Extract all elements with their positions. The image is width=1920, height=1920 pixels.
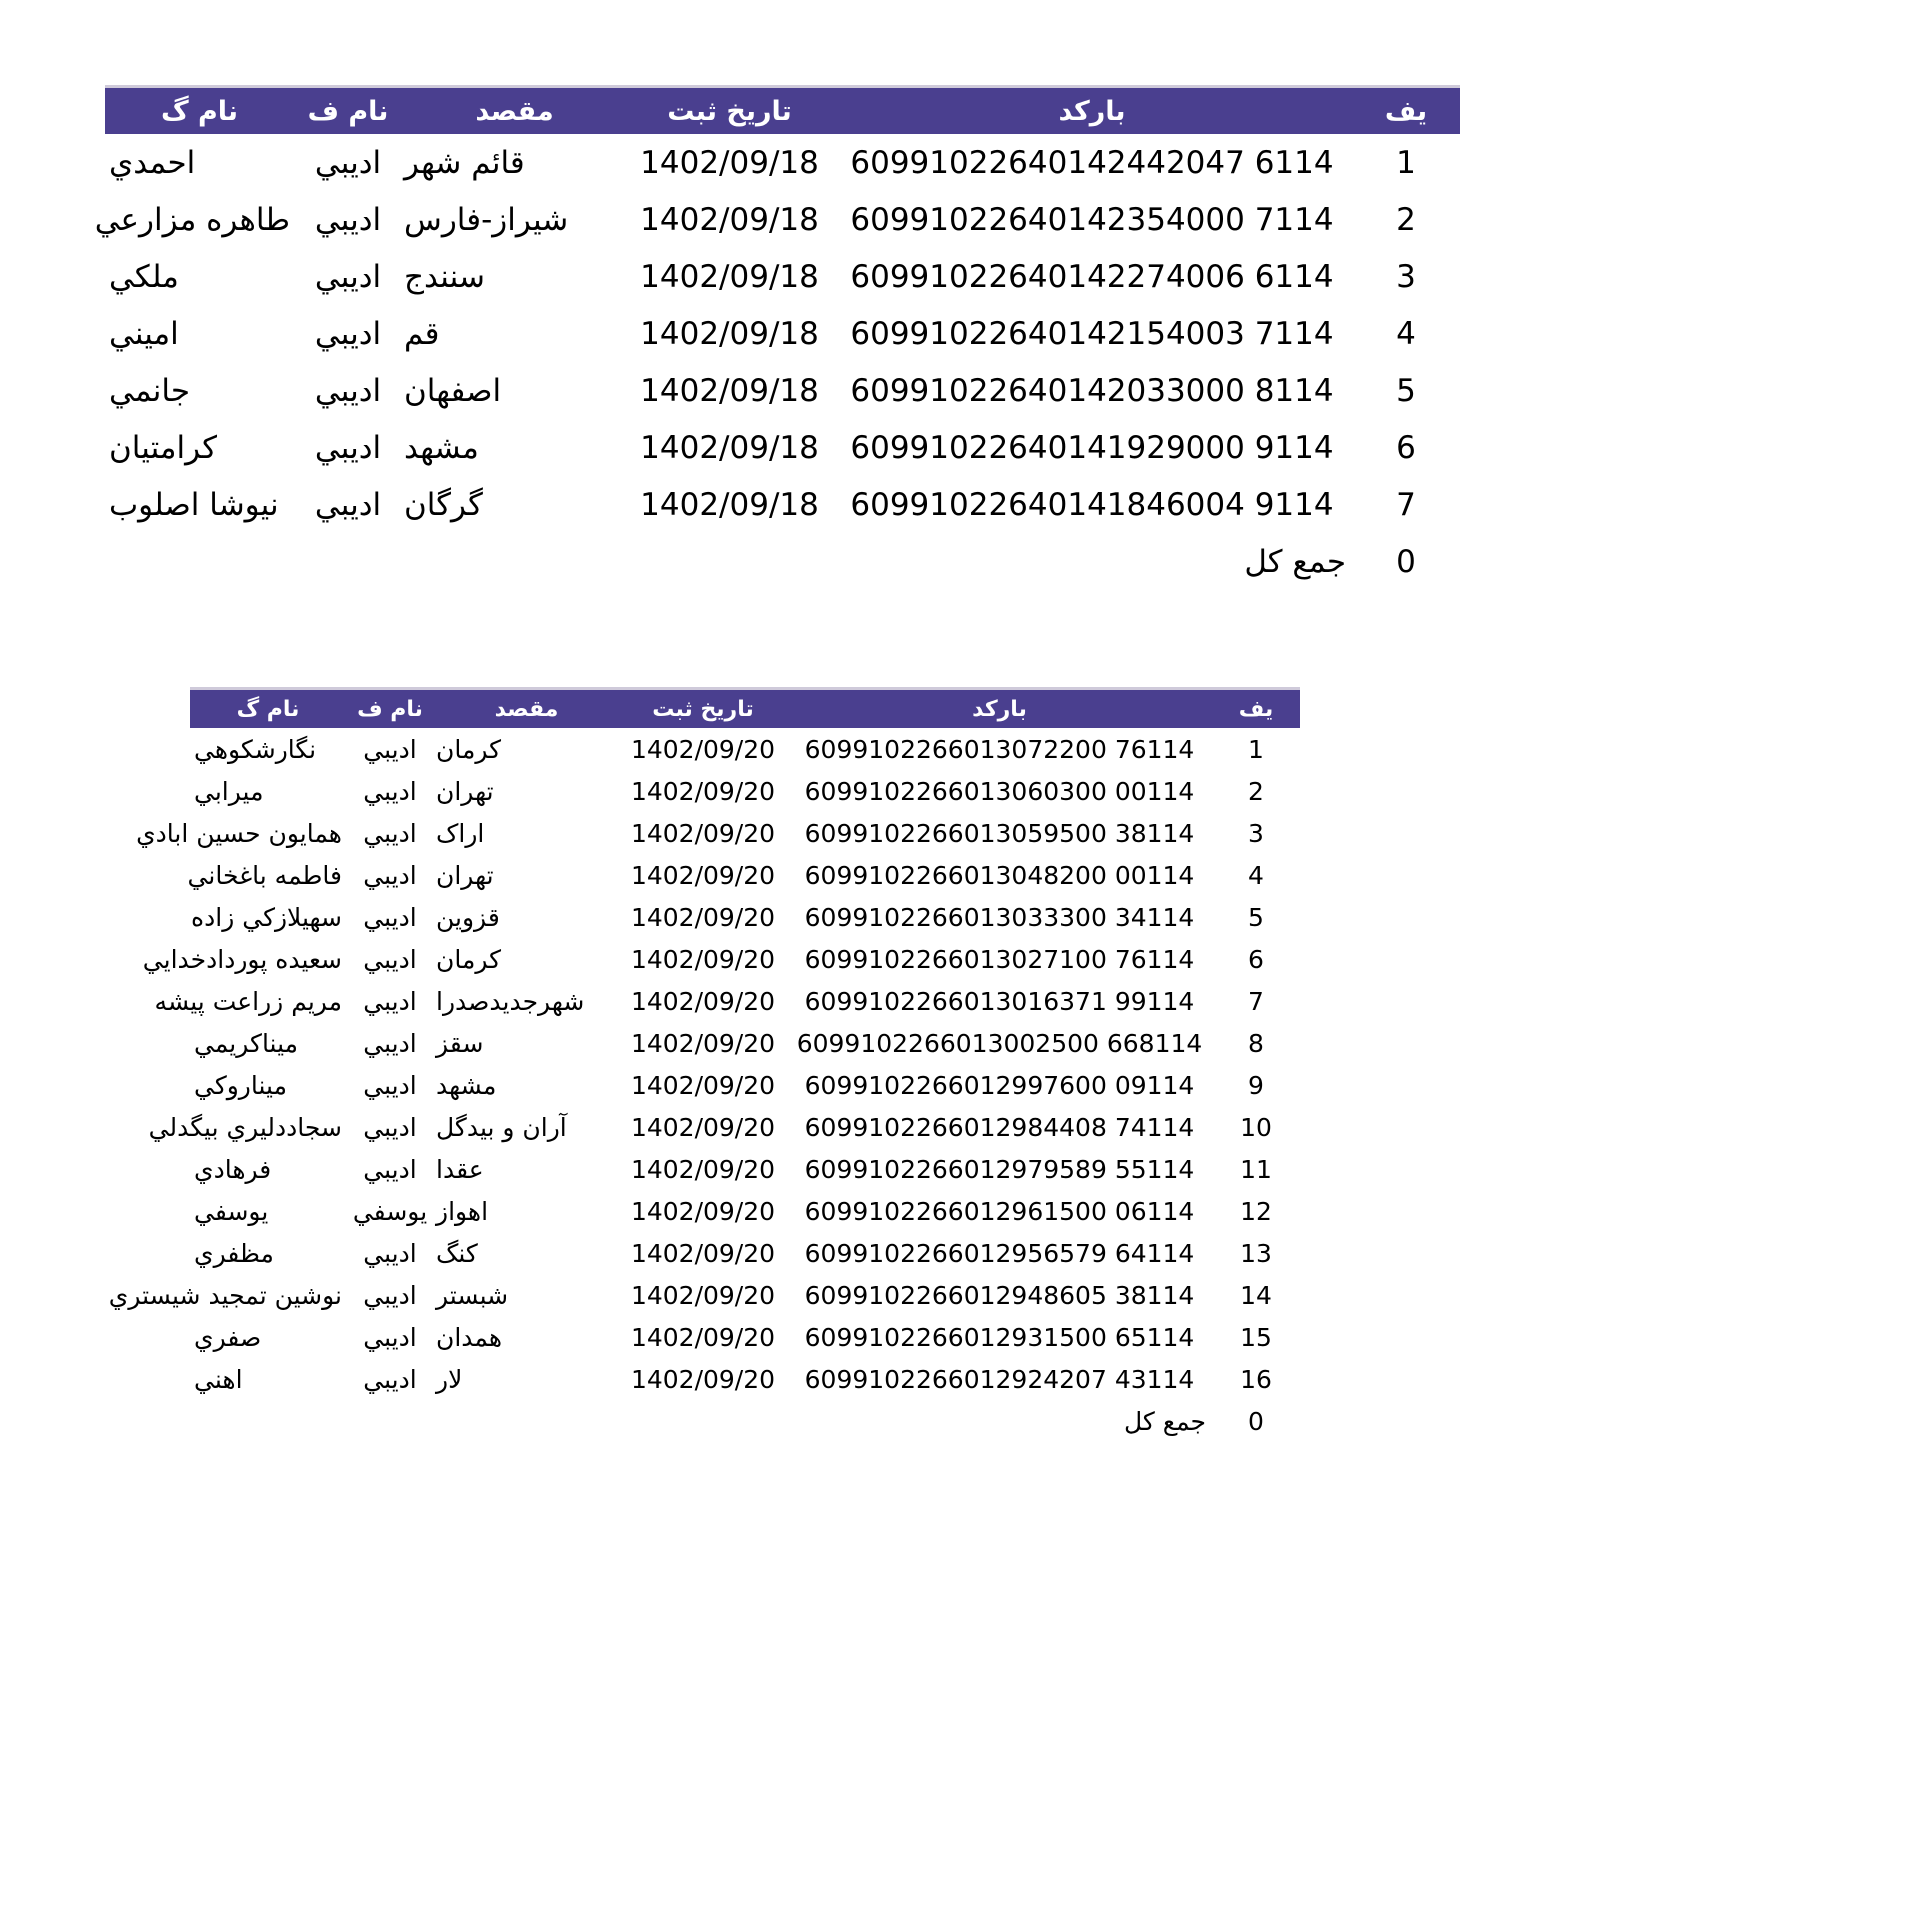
- cell-row-number: 2: [1352, 191, 1460, 248]
- cell-last-name: مریم زراعت پیشه: [190, 980, 346, 1022]
- total-empty-cell: [619, 1400, 787, 1442]
- cell-barcode: 60991022640141929000 9114: [832, 419, 1352, 476]
- cell-date: 1402/09/20: [619, 854, 787, 896]
- cell-row-number: 15: [1212, 1316, 1300, 1358]
- cell-first-name: ادیبي: [346, 1064, 434, 1106]
- cell-row-number: 3: [1352, 248, 1460, 305]
- total-label: جمع کل: [787, 1400, 1212, 1442]
- table-row: [105, 191, 1460, 248]
- cell-barcode: 6099102266012956579 64114: [787, 1232, 1212, 1274]
- cell-barcode: 6099102266013002500 668114: [787, 1022, 1212, 1064]
- table-1-th-lname: نام گ: [160, 95, 239, 127]
- cell-last-name: همایون حسین ابادي: [190, 812, 346, 854]
- cell-barcode: 6099102266013027100 76114: [787, 938, 1212, 980]
- total-empty-cell: [434, 1400, 619, 1442]
- table-row: [105, 476, 1460, 533]
- cell-date: 1402/09/20: [619, 770, 787, 812]
- table-2-th-fname: نام ف: [357, 696, 423, 722]
- cell-row-number: 2: [1212, 770, 1300, 812]
- cell-destination: اصفهان: [402, 362, 627, 419]
- table-row: [190, 938, 1300, 980]
- cell-last-name: ملکي: [105, 248, 294, 305]
- cell-row-number: 1: [1212, 728, 1300, 770]
- table-row: [190, 1358, 1300, 1400]
- cell-destination: شبستر: [434, 1274, 619, 1316]
- cell-first-name: ادیبي: [346, 896, 434, 938]
- cell-last-name: مظفري: [190, 1232, 346, 1274]
- cell-row-number: 4: [1352, 305, 1460, 362]
- cell-row-number: 16: [1212, 1358, 1300, 1400]
- cell-first-name: ادیبي: [346, 938, 434, 980]
- table-2-body: [108, 728, 1300, 1442]
- cell-last-name: فاطمه باغخاني: [190, 854, 346, 896]
- table-row: [105, 362, 1460, 419]
- cell-date: 1402/09/20: [619, 1190, 787, 1232]
- cell-destination: کرمان: [434, 938, 619, 980]
- total-empty-cell: [346, 1400, 434, 1442]
- cell-destination: قائم شهر: [402, 134, 627, 191]
- total-value: 0: [1212, 1400, 1300, 1442]
- cell-barcode: 6099102266013016371 99114: [787, 980, 1212, 1022]
- cell-date: 1402/09/18: [627, 476, 832, 533]
- cell-destination: لار: [434, 1358, 619, 1400]
- cell-date: 1402/09/18: [627, 134, 832, 191]
- table-2-header: [190, 690, 1300, 728]
- table-row: [105, 134, 1460, 191]
- cell-destination: قم: [402, 305, 627, 362]
- cell-destination: گرگان: [402, 476, 627, 533]
- cell-barcode: 6099102266013048200 00114: [787, 854, 1212, 896]
- table-1-header: [105, 88, 1460, 134]
- table-row: [105, 419, 1460, 476]
- cell-barcode: 6099102266013060300 00114: [787, 770, 1212, 812]
- cell-row-number: 7: [1212, 980, 1300, 1022]
- cell-row-number: 8: [1212, 1022, 1300, 1064]
- cell-date: 1402/09/20: [619, 812, 787, 854]
- cell-row-number: 4: [1212, 854, 1300, 896]
- table-1-th-date: تاریخ ثبت: [667, 95, 792, 127]
- total-empty-cell: [294, 533, 402, 590]
- cell-destination: اهواز: [434, 1190, 619, 1232]
- cell-destination: شیراز-فارس: [402, 191, 627, 248]
- cell-barcode: 60991022640142033000 8114: [832, 362, 1352, 419]
- cell-row-number: 11: [1212, 1148, 1300, 1190]
- shipment-table-1: [94, 88, 1460, 590]
- total-empty-cell: [105, 533, 294, 590]
- cell-barcode: 6099102266013059500 38114: [787, 812, 1212, 854]
- shipment-table-2: [108, 690, 1300, 1442]
- cell-date: 1402/09/20: [619, 728, 787, 770]
- cell-date: 1402/09/18: [627, 419, 832, 476]
- cell-first-name: ادیبي: [346, 1232, 434, 1274]
- table-row: [190, 1274, 1300, 1316]
- cell-first-name: ادیبي: [346, 770, 434, 812]
- cell-last-name: فرهادي: [190, 1148, 346, 1190]
- cell-row-number: 6: [1212, 938, 1300, 980]
- cell-row-number: 10: [1212, 1106, 1300, 1148]
- table-row: [190, 1106, 1300, 1148]
- table-2-th-barcode: بارکد: [972, 696, 1027, 722]
- cell-first-name: ادیبي: [346, 1358, 434, 1400]
- cell-destination: عقدا: [434, 1148, 619, 1190]
- cell-destination: شهرجدیدصدرا: [434, 980, 619, 1022]
- cell-barcode: 60991022640142274006 6114: [832, 248, 1352, 305]
- total-value: 0: [1352, 533, 1460, 590]
- cell-first-name: ادیبي: [294, 476, 402, 533]
- cell-date: 1402/09/20: [619, 1064, 787, 1106]
- table-row: [190, 1064, 1300, 1106]
- header-shadow-line: [105, 85, 1460, 88]
- cell-destination: کرمان: [434, 728, 619, 770]
- table-2-th-date: تاریخ ثبت: [652, 696, 754, 722]
- table-row: [190, 896, 1300, 938]
- cell-barcode: 60991022640141846004 9114: [832, 476, 1352, 533]
- cell-date: 1402/09/18: [627, 248, 832, 305]
- cell-first-name: ادیبي: [346, 1022, 434, 1064]
- table-row: [190, 1232, 1300, 1274]
- cell-destination: تهران: [434, 770, 619, 812]
- cell-destination: تهران: [434, 854, 619, 896]
- cell-last-name: یوسفي: [190, 1190, 346, 1232]
- cell-row-number: 1: [1352, 134, 1460, 191]
- cell-last-name: میرابي: [190, 770, 346, 812]
- cell-barcode: 6099102266012997600 09114: [787, 1064, 1212, 1106]
- cell-date: 1402/09/20: [619, 1274, 787, 1316]
- cell-date: 1402/09/20: [619, 896, 787, 938]
- cell-date: 1402/09/18: [627, 362, 832, 419]
- table-row: [105, 248, 1460, 305]
- cell-destination: مشهد: [402, 419, 627, 476]
- cell-last-name: نیوشا اصلوب: [105, 476, 294, 533]
- cell-destination: مشهد: [434, 1064, 619, 1106]
- cell-destination: اراک: [434, 812, 619, 854]
- cell-last-name: کرامتیان: [105, 419, 294, 476]
- cell-last-name: سهیلازکي زاده: [190, 896, 346, 938]
- cell-barcode: 6099102266012961500 06114: [787, 1190, 1212, 1232]
- cell-first-name: ادیبي: [346, 1316, 434, 1358]
- table-row: [190, 812, 1300, 854]
- cell-barcode: 60991022640142442047 6114: [832, 134, 1352, 191]
- cell-row-number: 14: [1212, 1274, 1300, 1316]
- cell-row-number: 9: [1212, 1064, 1300, 1106]
- cell-barcode: 6099102266013033300 34114: [787, 896, 1212, 938]
- total-empty-cell: [190, 1400, 346, 1442]
- table-1-header-row: [105, 88, 1460, 134]
- cell-first-name: ادیبي: [294, 248, 402, 305]
- cell-last-name: نوشین تمجید شیستري: [190, 1274, 346, 1316]
- cell-date: 1402/09/20: [619, 1358, 787, 1400]
- cell-date: 1402/09/20: [619, 1316, 787, 1358]
- cell-first-name: ادیبي: [346, 980, 434, 1022]
- cell-destination: کنگ: [434, 1232, 619, 1274]
- table-total-row: [190, 1400, 1300, 1442]
- table-row: [190, 1316, 1300, 1358]
- cell-destination: قزوین: [434, 896, 619, 938]
- cell-first-name: ادیبي: [294, 305, 402, 362]
- cell-first-name: ادیبي: [294, 134, 402, 191]
- table-1-body: [94, 134, 1460, 590]
- cell-row-number: 5: [1212, 896, 1300, 938]
- cell-row-number: 13: [1212, 1232, 1300, 1274]
- cell-row-number: 7: [1352, 476, 1460, 533]
- table-row: [190, 980, 1300, 1022]
- cell-last-name: میناروکي: [190, 1064, 346, 1106]
- cell-barcode: 6099102266012924207 43114: [787, 1358, 1212, 1400]
- cell-first-name: ادیبي: [294, 419, 402, 476]
- total-empty-cell: [627, 533, 832, 590]
- cell-last-name: سعیده پوردادخدایي: [190, 938, 346, 980]
- cell-last-name: میناکریمي: [190, 1022, 346, 1064]
- total-label: جمع کل: [832, 533, 1352, 590]
- table-total-row: [105, 533, 1460, 590]
- cell-barcode: 6099102266012979589 55114: [787, 1148, 1212, 1190]
- cell-last-name: امیني: [105, 305, 294, 362]
- total-empty-cell: [402, 533, 627, 590]
- cell-first-name: یوسفي: [346, 1190, 434, 1232]
- cell-last-name: صفري: [190, 1316, 346, 1358]
- table-2-th-dest: مقصد: [494, 696, 559, 722]
- table-2-th-row: یف: [1238, 696, 1274, 722]
- cell-row-number: 12: [1212, 1190, 1300, 1232]
- cell-destination: آران و بیدگل: [434, 1106, 619, 1148]
- cell-destination: سنندج: [402, 248, 627, 305]
- table-row: [190, 1022, 1300, 1064]
- cell-date: 1402/09/20: [619, 1232, 787, 1274]
- cell-date: 1402/09/20: [619, 980, 787, 1022]
- cell-destination: همدان: [434, 1316, 619, 1358]
- table-row: [190, 728, 1300, 770]
- cell-last-name: سجاددلیري بیگدلي: [190, 1106, 346, 1148]
- cell-first-name: ادیبي: [346, 1274, 434, 1316]
- table-1-th-fname: نام ف: [307, 95, 389, 127]
- table-1: [94, 88, 1460, 590]
- cell-date: 1402/09/20: [619, 1022, 787, 1064]
- cell-date: 1402/09/20: [619, 938, 787, 980]
- cell-barcode: 60991022640142154003 7114: [832, 305, 1352, 362]
- table-2-th-lname: نام گ: [236, 696, 300, 722]
- table-2: [108, 690, 1300, 1442]
- cell-last-name: طاهره مزارعي: [105, 191, 294, 248]
- cell-date: 1402/09/18: [627, 191, 832, 248]
- cell-date: 1402/09/20: [619, 1106, 787, 1148]
- table-row: [190, 1148, 1300, 1190]
- table-row: [190, 770, 1300, 812]
- cell-first-name: ادیبي: [346, 1106, 434, 1148]
- cell-row-number: 6: [1352, 419, 1460, 476]
- cell-first-name: ادیبي: [346, 1148, 434, 1190]
- table-1-th-dest: مقصد: [475, 95, 554, 127]
- cell-row-number: 3: [1212, 812, 1300, 854]
- table-1-th-barcode: بارکد: [1058, 95, 1126, 127]
- table-row: [190, 1190, 1300, 1232]
- table-row: [105, 305, 1460, 362]
- table-1-th-row: یف: [1384, 95, 1428, 127]
- cell-last-name: احمدي: [105, 134, 294, 191]
- cell-first-name: ادیبي: [294, 191, 402, 248]
- cell-barcode: 6099102266012984408 74114: [787, 1106, 1212, 1148]
- cell-barcode: 6099102266012948605 38114: [787, 1274, 1212, 1316]
- cell-date: 1402/09/20: [619, 1148, 787, 1190]
- cell-row-number: 5: [1352, 362, 1460, 419]
- header-shadow-line: [190, 687, 1300, 690]
- table-row: [190, 854, 1300, 896]
- cell-first-name: ادیبي: [346, 854, 434, 896]
- cell-first-name: ادیبي: [346, 812, 434, 854]
- cell-last-name: جانمي: [105, 362, 294, 419]
- cell-first-name: ادیبي: [294, 362, 402, 419]
- cell-barcode: 6099102266013072200 76114: [787, 728, 1212, 770]
- cell-barcode: 6099102266012931500 65114: [787, 1316, 1212, 1358]
- cell-barcode: 60991022640142354000 7114: [832, 191, 1352, 248]
- cell-destination: سقز: [434, 1022, 619, 1064]
- cell-date: 1402/09/18: [627, 305, 832, 362]
- table-2-header-row: [190, 690, 1300, 728]
- cell-first-name: ادیبي: [346, 728, 434, 770]
- cell-last-name: نگارشکوهي: [190, 728, 346, 770]
- cell-last-name: اهني: [190, 1358, 346, 1400]
